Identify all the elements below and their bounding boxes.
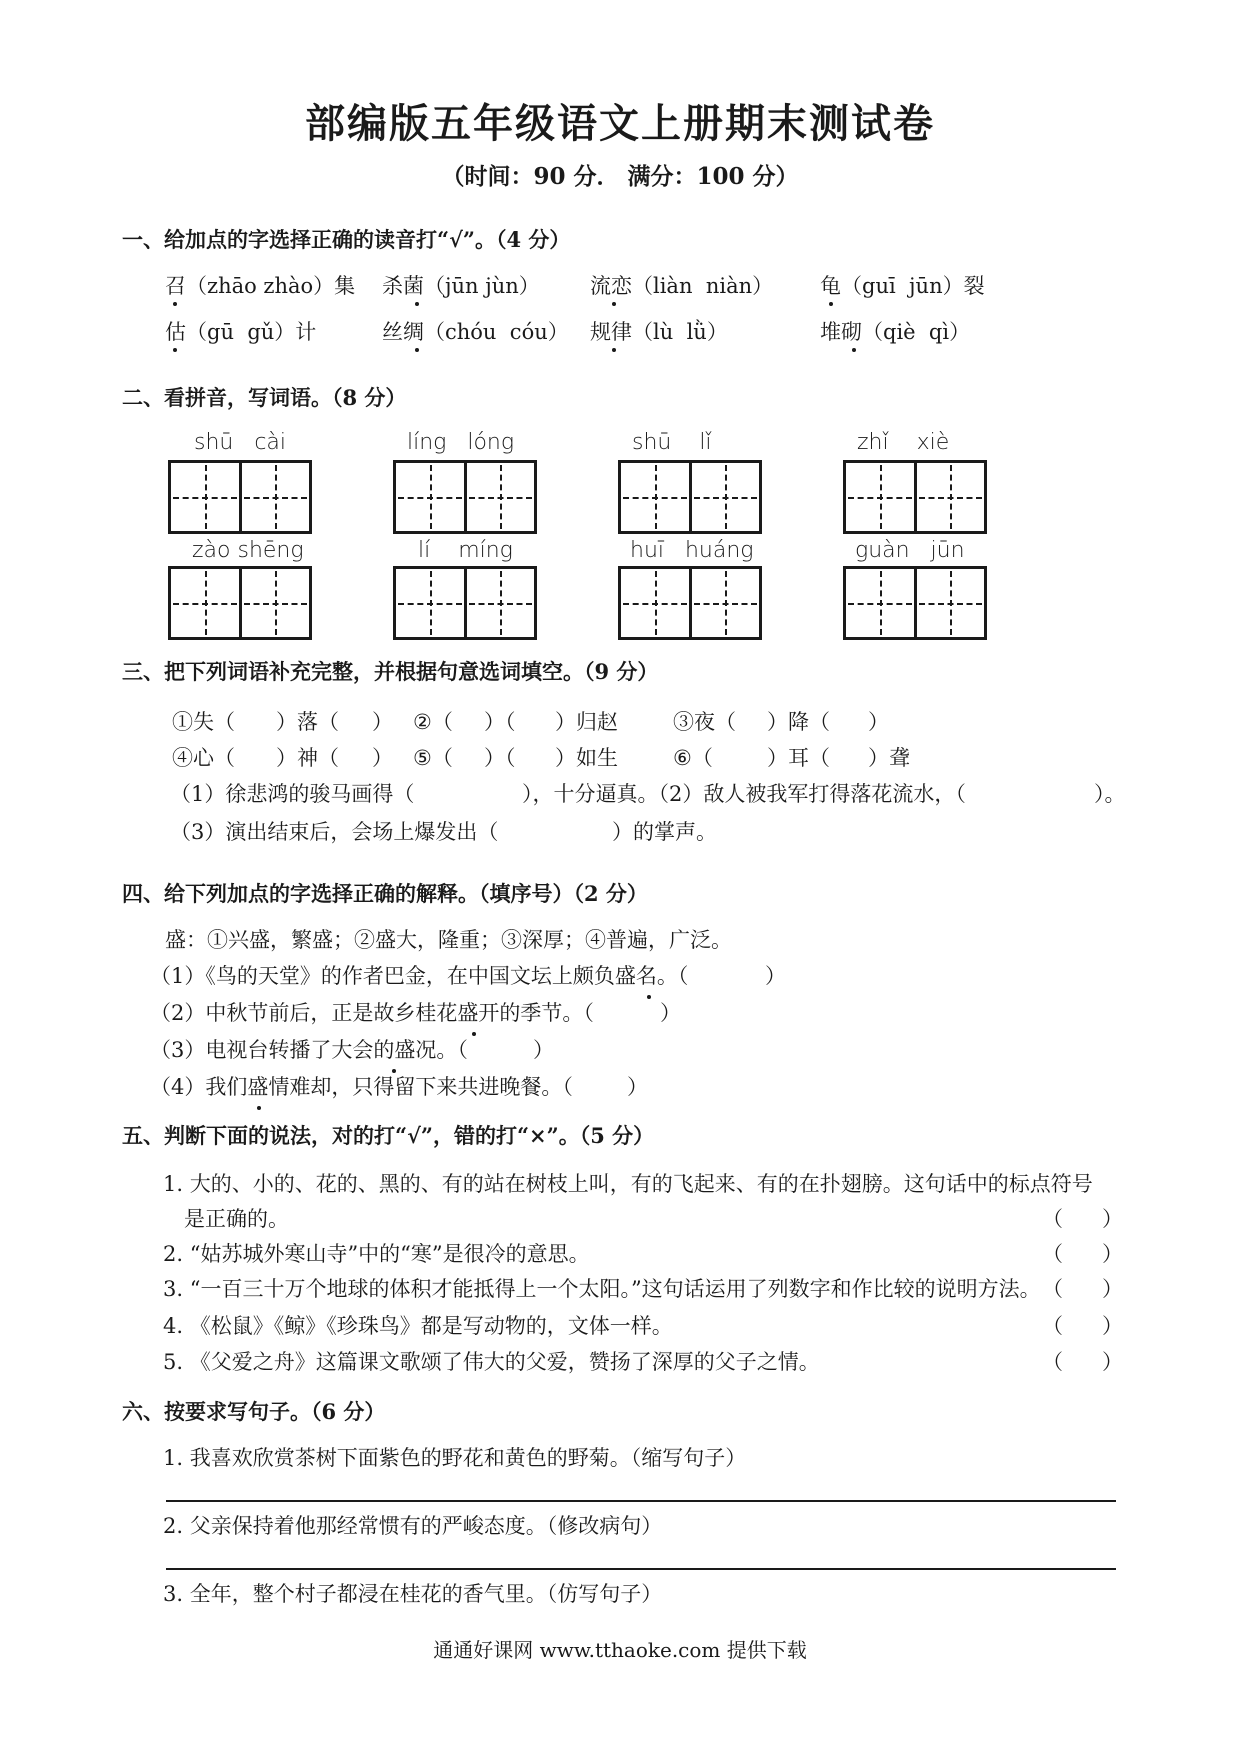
emphasis-dot (852, 348, 856, 352)
writing-grid[interactable] (843, 566, 987, 640)
idiom-fill: ）落（ (276, 710, 339, 734)
idiom-fill: ）降（ (767, 710, 830, 734)
emphasis-dot (173, 348, 177, 352)
s1-item-6: 丝绸（chóu cóu） (382, 320, 569, 344)
s1-item-8: 堆砌（qiè qì） (820, 320, 971, 344)
section-3-heading: 三、把下列词语补充完整，并根据句意选词填空。（9 分） (122, 659, 659, 684)
answer-paren-close: ） (1102, 1314, 1123, 1338)
emphasis-dot (257, 1106, 261, 1110)
answer-paren-close: ） (765, 964, 786, 988)
writing-grid[interactable] (618, 566, 762, 640)
writing-grid[interactable] (618, 460, 762, 534)
idiom-fill: ） (868, 710, 889, 734)
idiom-fill: ）（ (484, 746, 516, 770)
emphasis-dot (612, 302, 616, 306)
judge-item: 3. “一百三十万个地球的体积才能抵得上一个太阳。”这句话运用了列数字和作比较的说明方法。 (163, 1277, 1041, 1301)
emphasis-dot (415, 302, 419, 306)
idiom-fill: ①失（ (172, 710, 235, 734)
answer-paren-close: ） (1102, 1207, 1123, 1231)
answer-paren-close: ） (1102, 1242, 1123, 1266)
answer-paren-open: （ (1042, 1314, 1063, 1338)
idiom-fill: ）耳（ (767, 746, 830, 770)
emphasis-dot (415, 348, 419, 352)
answer-paren-open: （ (1042, 1207, 1063, 1231)
page-subtitle: （时间：90 分． 满分：100 分） (441, 163, 799, 190)
section-1-heading: 一、给加点的字选择正确的读音打“√”。（4 分） (122, 227, 571, 252)
choice-question: （3）电视台转播了大会的盛况。（ (150, 1038, 468, 1062)
idiom-fill: ）神（ (276, 746, 339, 770)
answer-paren-close: ） (533, 1038, 554, 1062)
choice-question: （2）中秋节前后，正是故乡桂花盛开的季节。（ (150, 1001, 594, 1025)
idiom-fill: ）（ (484, 710, 516, 734)
s1-item-5: 估（gū gǔ）计 (165, 320, 317, 344)
answer-paren-close: ） (1102, 1277, 1123, 1301)
answer-paren-open: （ (1042, 1242, 1063, 1266)
idiom-fill: ④心（ (172, 746, 235, 770)
judge-item: 4. 《松鼠》《鲸》《珍珠鸟》都是写动物的，文体一样。 (163, 1314, 673, 1338)
s1-item-1: 召（zhāo zhào）集 (165, 274, 356, 298)
answer-paren-open: （ (1042, 1350, 1063, 1374)
idiom-fill: ）归赵 (555, 710, 618, 734)
idiom-fill: ） (372, 746, 393, 770)
s1-item-3: 流恋（liàn niàn） (590, 274, 774, 298)
rewrite-task: 3. 全年，整个村子都浸在桂花的香气里。（仿写句子） (163, 1582, 663, 1606)
pinyin-label: zào shēng (192, 538, 304, 563)
pinyin-label: lí míng (418, 538, 513, 563)
writing-grid[interactable] (393, 566, 537, 640)
emphasis-dot (612, 348, 616, 352)
page-title: 部编版五年级语文上册期末测试卷 (305, 100, 935, 147)
judge-item: 5. 《父爱之舟》这篇课文歌颂了伟大的父爱，赞扬了深厚的父子之情。 (163, 1350, 820, 1374)
idiom-fill: ③夜（ (673, 710, 736, 734)
answer-paren-open: （ (1042, 1277, 1063, 1301)
writing-grid[interactable] (168, 566, 312, 640)
section-5-heading: 五、判断下面的说法，对的打“√”，错的打“×”。（5 分） (122, 1123, 655, 1148)
sentence-fill: ）的掌声。 (612, 820, 717, 844)
emphasis-dot (392, 1069, 396, 1073)
emphasis-dot (472, 1032, 476, 1036)
answer-line[interactable] (166, 1500, 1116, 1502)
idiom-fill: ②（ (413, 710, 453, 734)
sentence-fill: （3）演出结束后，会场上爆发出（ (170, 820, 499, 844)
writing-grid[interactable] (843, 460, 987, 534)
idiom-fill: ） (372, 710, 393, 734)
choice-question: （4）我们盛情难却，只得留下来共进晚餐。（ (150, 1075, 573, 1099)
pinyin-label: guàn jūn (855, 538, 965, 563)
pinyin-label: shū lǐ (632, 430, 712, 455)
emphasis-dot (173, 302, 177, 306)
pinyin-label: shū cài (194, 430, 287, 455)
rewrite-task: 2. 父亲保持着他那经常惯有的严峻态度。（修改病句） (163, 1514, 663, 1538)
idiom-fill: ）聋 (868, 746, 910, 770)
emphasis-dot (647, 995, 651, 999)
section-6-heading: 六、按要求写句子。（6 分） (122, 1399, 386, 1424)
pinyin-label: huī huáng (630, 538, 754, 563)
s1-item-4: 龟（guī jūn）裂 (820, 274, 985, 298)
judge-item: 1. 大的、小的、花的、黑的、有的站在树枝上叫，有的飞起来、有的在扑翅膀。这句话中的标点符号 (163, 1172, 1093, 1196)
pinyin-label: líng lóng (407, 430, 515, 455)
choice-question: （1）《鸟的天堂》的作者巴金，在中国文坛上颇负盛名。（ (150, 964, 689, 988)
answer-paren-close: ） (660, 1001, 681, 1025)
section-2-heading: 二、看拼音，写词语。（8 分） (122, 385, 407, 410)
definition-list: 盛：①兴盛，繁盛；②盛大，隆重；③深厚；④普遍，广泛。 (165, 928, 732, 952)
answer-paren-close: ） (1102, 1350, 1123, 1374)
sentence-fill: （1）徐悲鸿的骏马画得（ (170, 782, 415, 806)
section-4-heading: 四、给下列加点的字选择正确的解释。（填序号）（2 分） (122, 881, 648, 906)
writing-grid[interactable] (393, 460, 537, 534)
answer-paren-close: ） (627, 1075, 648, 1099)
judge-item: 2. “姑苏城外寒山寺”中的“寒”是很冷的意思。 (163, 1242, 590, 1266)
pinyin-label: zhǐ xiè (857, 430, 950, 455)
idiom-fill: ⑥（ (673, 746, 713, 770)
judge-item: 是正确的。 (184, 1207, 289, 1231)
idiom-fill: ）如生 (555, 746, 618, 770)
idiom-fill: ⑤（ (413, 746, 453, 770)
s1-item-7: 规律（lù lǜ） (590, 320, 728, 344)
rewrite-task: 1. 我喜欢欣赏茶树下面紫色的野花和黄色的野菊。（缩写句子） (163, 1446, 747, 1470)
answer-line[interactable] (166, 1568, 1116, 1570)
emphasis-dot (829, 302, 833, 306)
footer-source: 通通好课网 www.tthaoke.com 提供下载 (433, 1638, 807, 1662)
writing-grid[interactable] (168, 460, 312, 534)
sentence-fill: ）。 (1094, 782, 1126, 806)
s1-item-2: 杀菌（jūn jùn） (382, 274, 540, 298)
sentence-fill: ），十分逼真。（2）敌人被我军打得落花流水，（ (522, 782, 966, 806)
